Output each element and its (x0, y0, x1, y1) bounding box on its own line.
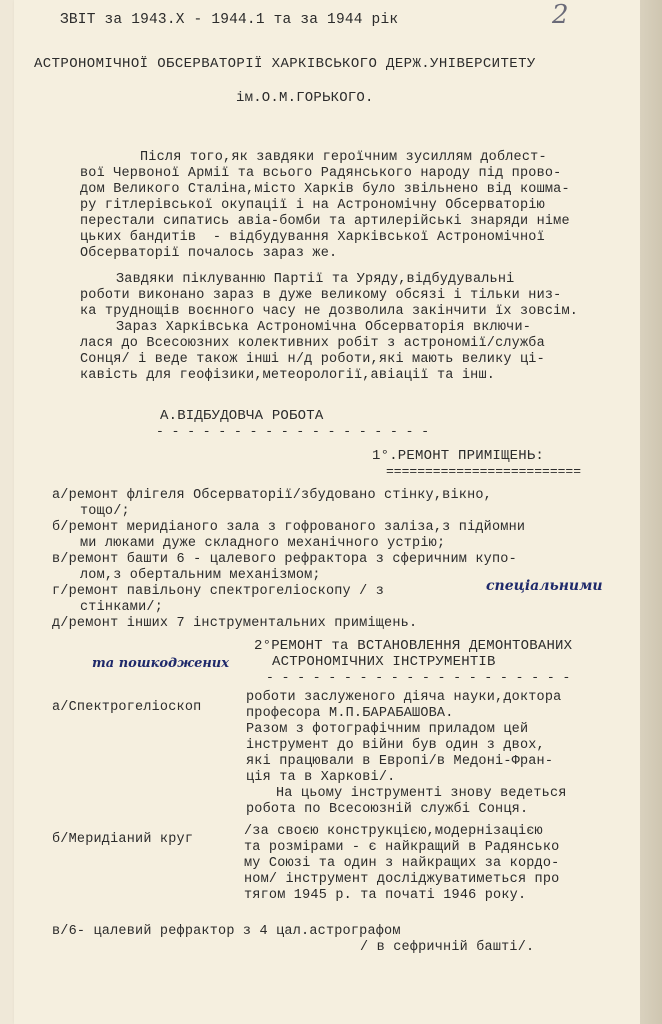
intro-line: Обсерваторії почалось зараз же. (80, 246, 338, 261)
intro-line: роботи виконано зараз в дуже великому обсязі і тільки низ- (80, 288, 562, 303)
instrument-line: в/6- цалевий рефрактор з 4 цал.астрографом (52, 924, 401, 939)
repair-item: д/ремонт інших 7 інструментальних приміщень. (52, 616, 418, 631)
instrument-text: ція та в Харкові/. (246, 770, 396, 785)
instrument-text: інструмент до війни був один з двох, (246, 738, 545, 753)
subsection-1-heading: 1°.РЕМОНТ ПРИМІЩЕНЬ: (372, 448, 545, 464)
university-name: ім.О.М.ГОРЬКОГО. (236, 90, 374, 106)
page-edge (640, 0, 662, 1024)
handwritten-insert: спеціальними (486, 578, 603, 594)
intro-line: ру гітлерівської окупації і на Астрономічну Обсерваторію (80, 198, 545, 213)
instrument-text: На цьому інструменті знову ведеться (276, 786, 567, 801)
handwritten-insert: та пошкоджених (92, 656, 230, 671)
section-a-heading: А.ВІДБУДОВЧА РОБОТА (160, 408, 324, 424)
subsection-2-heading-cont: АСТРОНОМІЧНИХ ІНСТРУМЕНТІВ (272, 654, 496, 670)
page-number: 2 (552, 0, 569, 30)
subsection-2-heading: 2°РЕМОНТ та ВСТАНОВЛЕННЯ ДЕМОНТОВАНИХ (254, 638, 573, 654)
instrument-text: /за своєю конструкцією,модернізацією (244, 824, 543, 839)
instrument-text: та розмірами - є найкращий в Радянсько (244, 840, 560, 855)
repair-item: а/ремонт флігеля Обсерваторії/збудовано стінку,вікно, (52, 488, 492, 503)
instrument-text: професора М.П.БАРАБАШОВА. (246, 706, 454, 721)
subsection-2-underline: - - - - - - - - - - - - - - - - - - - - (266, 670, 571, 685)
report-title: ЗВІТ за 1943.Х - 1944.1 та за 1944 рік (60, 12, 399, 28)
intro-line: цьких бандитів - відбудування Харківської Астрономічної (80, 230, 545, 245)
intro-line: кавість для геофізики,метеорології,авіації та інш. (80, 368, 496, 383)
repair-item: в/ремонт башти 6 - цалевого рефрактора з сферичним купо- (52, 552, 517, 567)
intro-line: ка труднощів воєнного часу не дозволила закінчити їх зовсім. (80, 304, 579, 319)
subsection-1-underline: ========================= (386, 464, 582, 479)
instrument-text: тягом 1945 р. та початі 1946 року. (244, 888, 527, 903)
instrument-label: а/Спектрогеліоскоп (52, 700, 202, 715)
intro-line: дом Великого Сталіна,місто Харків було звільнено від кошма- (80, 182, 570, 197)
instrument-text: роботи заслуженого діяча науки,доктора (246, 690, 562, 705)
intro-line: перестали сипатись авіа-бомби та артилерійські знаряди німе (80, 214, 570, 229)
repair-item: лом,з обертальним механізмом; (80, 568, 321, 583)
instrument-label: б/Меридіаний круг (52, 832, 194, 847)
repair-item: б/ремонт меридіаного зала з гофрованого заліза,з підйомни (52, 520, 526, 535)
instrument-text: му Союзі та один з найкращих за кордо- (244, 856, 560, 871)
intro-line: Сонця/ і веде також інші н/д роботи,які мають велику ці- (80, 352, 545, 367)
instrument-text: робота по Всесоюзній службі Сонця. (246, 802, 529, 817)
intro-line: Після того,як завдяки героїчним зусиллям доблест- (140, 150, 547, 165)
instrument-text: Разом з фотографічним приладом цей (246, 722, 529, 737)
instrument-text: які працювали в Европі/в Медоні-Фран- (246, 754, 554, 769)
intro-line: Зараз Харківська Астрономічна Обсерваторія включи- (116, 320, 532, 335)
intro-line: лася до Всесоюзних колективних робіт з астрономії/служба (80, 336, 545, 351)
repair-item: тощо/; (80, 504, 130, 519)
intro-line: Завдяки піклуванню Партії та Уряду,відбудувальні (116, 272, 515, 287)
repair-item: г/ремонт павільону спектрогеліоскопу / з (52, 584, 385, 599)
repair-item: ми люками дуже складного механічного устрію; (80, 536, 446, 551)
repair-item: стінками/; (80, 600, 164, 615)
instrument-text: ном/ інструмент досліджуватиметься про (244, 872, 560, 887)
heading-underline: - - - - - - - - - - - - - - - - - - (156, 424, 430, 439)
intro-line: вої Червоної Армії та всього Радянського народу під прово- (80, 166, 562, 181)
instrument-line: / в сефричній башті/. (360, 940, 535, 955)
observatory-title: АСТРОНОМІЧНОЇ ОБСЕРВАТОРІЇ ХАРКІВСЬКОГО ДЕРЖ.УНІВЕРСИТЕТУ (34, 56, 536, 72)
